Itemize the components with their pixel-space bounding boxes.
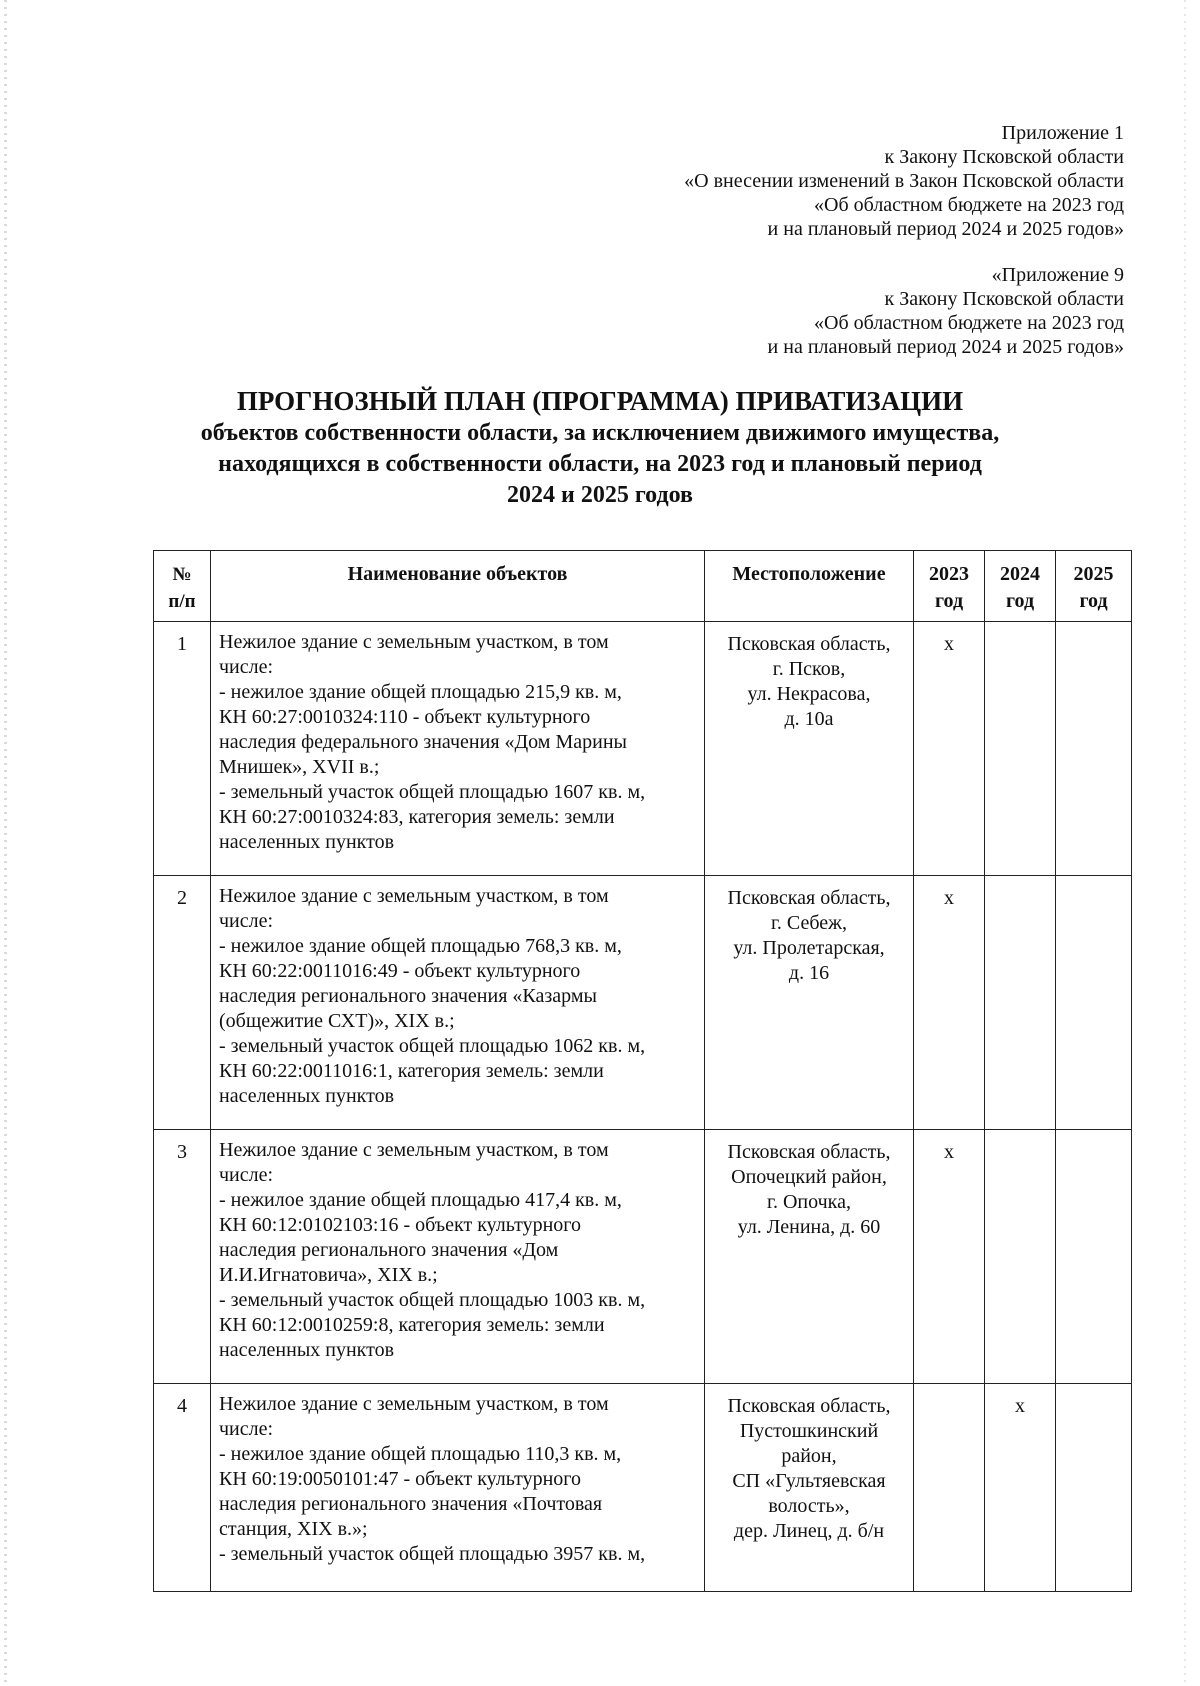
row-number: 4 — [154, 1384, 211, 1592]
header-2024-line1: 2024 — [1000, 563, 1040, 585]
description-line: КН 60:12:0102103:16 - объект культурного — [219, 1214, 581, 1236]
title-sub-line: объектов собственности области, за исключением движимого имущества, — [200, 420, 1000, 446]
description-line: И.И.Игнатовича», XIX в.; — [219, 1264, 438, 1286]
description-line: наследия федерального значения «Дом Марины — [219, 731, 627, 753]
privatization-table — [153, 550, 1132, 1592]
header-2024-line2: год — [1005, 590, 1035, 612]
table-row — [154, 876, 1132, 1130]
description-line: Нежилое здание с земельным участком, в том — [219, 631, 609, 653]
description-line: наследия регионального значения «Почтовая — [219, 1493, 603, 1515]
table-row — [154, 622, 1132, 876]
description-line: - нежилое здание общей площадью 110,3 кв. м, — [219, 1443, 622, 1465]
header-2023-line2: год — [934, 590, 964, 612]
description-line: населенных пунктов — [219, 1339, 395, 1361]
description-line: - земельный участок общей площадью 1062 кв. м, — [219, 1035, 646, 1057]
header-num-line2: п/п — [168, 591, 196, 612]
annex-9-line: «Об областном бюджете на 2023 год — [814, 312, 1124, 334]
location-line: ул. Некрасова, — [747, 683, 871, 705]
header-name: Наименование объектов — [211, 551, 705, 622]
description-line: числе: — [219, 1164, 274, 1186]
location-line: д. 10а — [784, 708, 834, 730]
location-line: г. Себеж, — [770, 912, 847, 934]
annex-1-line: к Закону Псковской области — [884, 146, 1124, 168]
mark-2024 — [985, 876, 1056, 1130]
object-description — [211, 622, 705, 876]
location-line: Псковская область, — [727, 1395, 891, 1417]
description-line: Мнишек», XVII в.; — [219, 756, 380, 778]
header-2024 — [985, 551, 1056, 622]
location-line: г. Псков, — [772, 658, 846, 680]
object-description — [211, 876, 705, 1130]
description-line: станция, XIX в.»; — [219, 1518, 368, 1540]
object-description — [211, 1130, 705, 1384]
location-line: Опочецкий район, — [731, 1166, 887, 1188]
title-sub-line: 2024 и 2025 годов — [507, 482, 693, 508]
scan-edge-left — [4, 0, 7, 1686]
description-line: числе: — [219, 910, 274, 932]
location-line: ул. Пролетарская, — [733, 937, 885, 959]
scan-edge-right — [1184, 0, 1186, 1686]
object-location — [705, 622, 914, 876]
description-line: (общежитие СХТ)», XIX в.; — [219, 1010, 455, 1032]
mark-2025 — [1056, 1384, 1132, 1592]
location-line: Псковская область, — [727, 1141, 891, 1163]
location-line: волость», — [768, 1495, 850, 1517]
description-line: - нежилое здание общей площадью 215,9 кв. м, — [219, 681, 622, 703]
annex-1-line: Приложение 1 — [1001, 122, 1124, 144]
description-line: Нежилое здание с земельным участком, в том — [219, 1139, 609, 1161]
header-num-line1: № — [172, 564, 192, 585]
description-line: числе: — [219, 1418, 274, 1440]
table-row — [154, 1384, 1132, 1592]
title-sub-line: находящихся в собственности области, на 2023 год и плановый период — [218, 451, 982, 477]
description-line: КН 60:19:0050101:47 - объект культурного — [219, 1468, 581, 1490]
annex-9-line: «Приложение 9 — [991, 264, 1124, 286]
description-line: КН 60:12:0010259:8, категория земель: земли — [219, 1314, 605, 1336]
location-line: Пустошкинский — [739, 1420, 879, 1442]
table-row — [154, 1130, 1132, 1384]
row-number: 1 — [154, 622, 211, 876]
mark-2025 — [1056, 622, 1132, 876]
annex-1-header — [684, 121, 1124, 241]
description-line: - земельный участок общей площадью 3957 кв. м, — [219, 1543, 646, 1565]
mark-2023: x — [914, 876, 985, 1130]
description-line: - нежилое здание общей площадью 417,4 кв. м, — [219, 1189, 622, 1211]
row-number: 3 — [154, 1130, 211, 1384]
description-line: КН 60:27:0010324:110 - объект культурного — [219, 706, 591, 728]
location-line: ул. Ленина, д. 60 — [737, 1216, 881, 1238]
mark-2024: x — [985, 1384, 1056, 1592]
description-line: КН 60:22:0011016:1, категория земель: земли — [219, 1060, 604, 1082]
description-line: населенных пунктов — [219, 831, 395, 853]
description-line: Нежилое здание с земельным участком, в том — [219, 885, 609, 907]
mark-2023 — [914, 1384, 985, 1592]
header-2025-line1: 2025 — [1073, 563, 1114, 585]
row-number: 2 — [154, 876, 211, 1130]
mark-2025 — [1056, 1130, 1132, 1384]
mark-2023: x — [914, 1130, 985, 1384]
mark-2025 — [1056, 876, 1132, 1130]
location-line: Псковская область, — [727, 887, 891, 909]
description-line: наследия регионального значения «Дом — [219, 1239, 559, 1261]
description-line: КН 60:27:0010324:83, категория земель: земли — [219, 806, 615, 828]
description-line: - земельный участок общей площадью 1607 кв. м, — [219, 781, 646, 803]
location-line: район, — [781, 1445, 837, 1467]
location-line: д. 16 — [788, 962, 830, 984]
mark-2024 — [985, 1130, 1056, 1384]
annex-9-line: к Закону Псковской области — [884, 288, 1124, 310]
description-line: числе: — [219, 656, 274, 678]
table-header-row — [154, 551, 1132, 622]
description-line: КН 60:22:0011016:49 - объект культурного — [219, 960, 581, 982]
header-2025 — [1056, 551, 1132, 622]
location-line: г. Опочка, — [767, 1191, 851, 1213]
annex-9-header — [768, 263, 1124, 359]
header-2023 — [914, 551, 985, 622]
title-main: ПРОГНОЗНЫЙ ПЛАН (ПРОГРАММА) ПРИВАТИЗАЦИИ — [236, 386, 964, 416]
header-2025-line2: год — [1079, 590, 1108, 612]
object-location — [705, 1384, 914, 1592]
description-line: Нежилое здание с земельным участком, в том — [219, 1393, 609, 1415]
object-description — [211, 1384, 705, 1592]
location-line: Псковская область, — [727, 633, 891, 655]
mark-2024 — [985, 622, 1056, 876]
description-line: населенных пунктов — [219, 1085, 395, 1107]
object-location — [705, 876, 914, 1130]
document-title — [130, 384, 1070, 511]
header-2023-line1: 2023 — [929, 563, 969, 585]
description-line: наследия регионального значения «Казармы — [219, 985, 597, 1007]
description-line: - нежилое здание общей площадью 768,3 кв. м, — [219, 935, 622, 957]
description-line: - земельный участок общей площадью 1003 кв. м, — [219, 1289, 646, 1311]
header-num — [154, 551, 211, 622]
annex-1-line: «Об областном бюджете на 2023 год — [814, 194, 1124, 216]
location-line: СП «Гультяевская — [732, 1470, 886, 1492]
mark-2023: x — [914, 622, 985, 876]
object-location — [705, 1130, 914, 1384]
header-location: Местоположение — [705, 551, 914, 622]
annex-1-line: «О внесении изменений в Закон Псковской области — [684, 170, 1124, 192]
annex-9-line: и на плановый период 2024 и 2025 годов» — [767, 336, 1124, 358]
location-line: дер. Линец, д. б/н — [733, 1520, 885, 1542]
annex-1-line: и на плановый период 2024 и 2025 годов» — [767, 218, 1124, 240]
